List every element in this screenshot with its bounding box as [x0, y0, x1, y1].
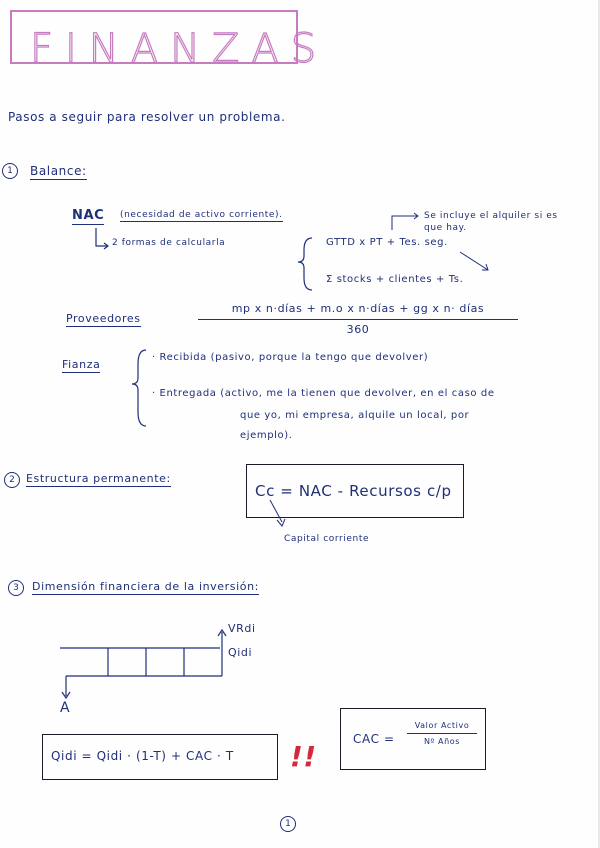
nac-label: NAC	[72, 208, 105, 223]
fianza-entregada-2: que yo, mi empresa, alquile un local, por	[240, 410, 470, 421]
tes-arrow	[460, 252, 488, 270]
intro-text: Pasos a seguir para resolver un problema.	[8, 110, 286, 124]
cac-label: CAC =	[353, 732, 395, 746]
fianza-brace	[132, 350, 146, 426]
cac-numerator: Valor Activo	[407, 721, 477, 734]
qidi-formula: Qidi = Qidi · (1-T) + CAC · T	[51, 749, 234, 763]
nac-bracket-arrow	[96, 228, 108, 246]
cc-formula: Cc = NAC - Recursos c/p	[255, 482, 452, 500]
section1-number: 1	[2, 163, 18, 179]
section2-heading: Estructura permanente:	[26, 472, 171, 485]
proveedores-label: Proveedores	[66, 312, 141, 325]
page-number: 1	[280, 816, 296, 832]
fianza-recibida: · Recibida (pasivo, porque la tengo que devolver)	[152, 352, 429, 363]
nac-definition: (necesidad de activo corriente).	[120, 210, 283, 220]
cac-denominator: Nº Años	[423, 737, 461, 746]
section1-heading: Balance:	[30, 164, 87, 178]
exclamation-marks: !!	[290, 740, 317, 773]
formula-b: Σ stocks + clientes + Ts.	[326, 274, 464, 285]
formulas-brace	[298, 238, 312, 290]
timeline-start-label: A	[60, 700, 71, 716]
nac-note: Se incluye el alquiler si es que hay.	[424, 211, 558, 233]
page-title: FINANZAS	[30, 26, 329, 72]
cc-arrow	[270, 500, 282, 522]
note-arrow	[392, 216, 418, 230]
formula-a: GTTD x PT + Tes. seg.	[326, 237, 448, 248]
proveedores-denominator: 360	[346, 323, 370, 336]
section3-heading: Dimensión financiera de la inversión:	[32, 580, 259, 593]
two-ways-text: 2 formas de calcularla	[112, 238, 226, 248]
fianza-entregada-3: ejemplo).	[240, 430, 293, 441]
fianza-label: Fianza	[62, 358, 101, 371]
cc-note: Capital corriente	[284, 534, 370, 544]
section2-number: 2	[4, 472, 20, 488]
fianza-entregada-1: · Entregada (activo, me la tienen que devolver, en el caso de	[152, 388, 495, 399]
timeline-mid-label: Qidi	[228, 646, 253, 659]
proveedores-numerator: mp x n·días + m.o x n·días + gg x n· días	[198, 302, 518, 320]
timeline-top-label: VRdi	[228, 622, 256, 635]
section3-number: 3	[8, 580, 24, 596]
